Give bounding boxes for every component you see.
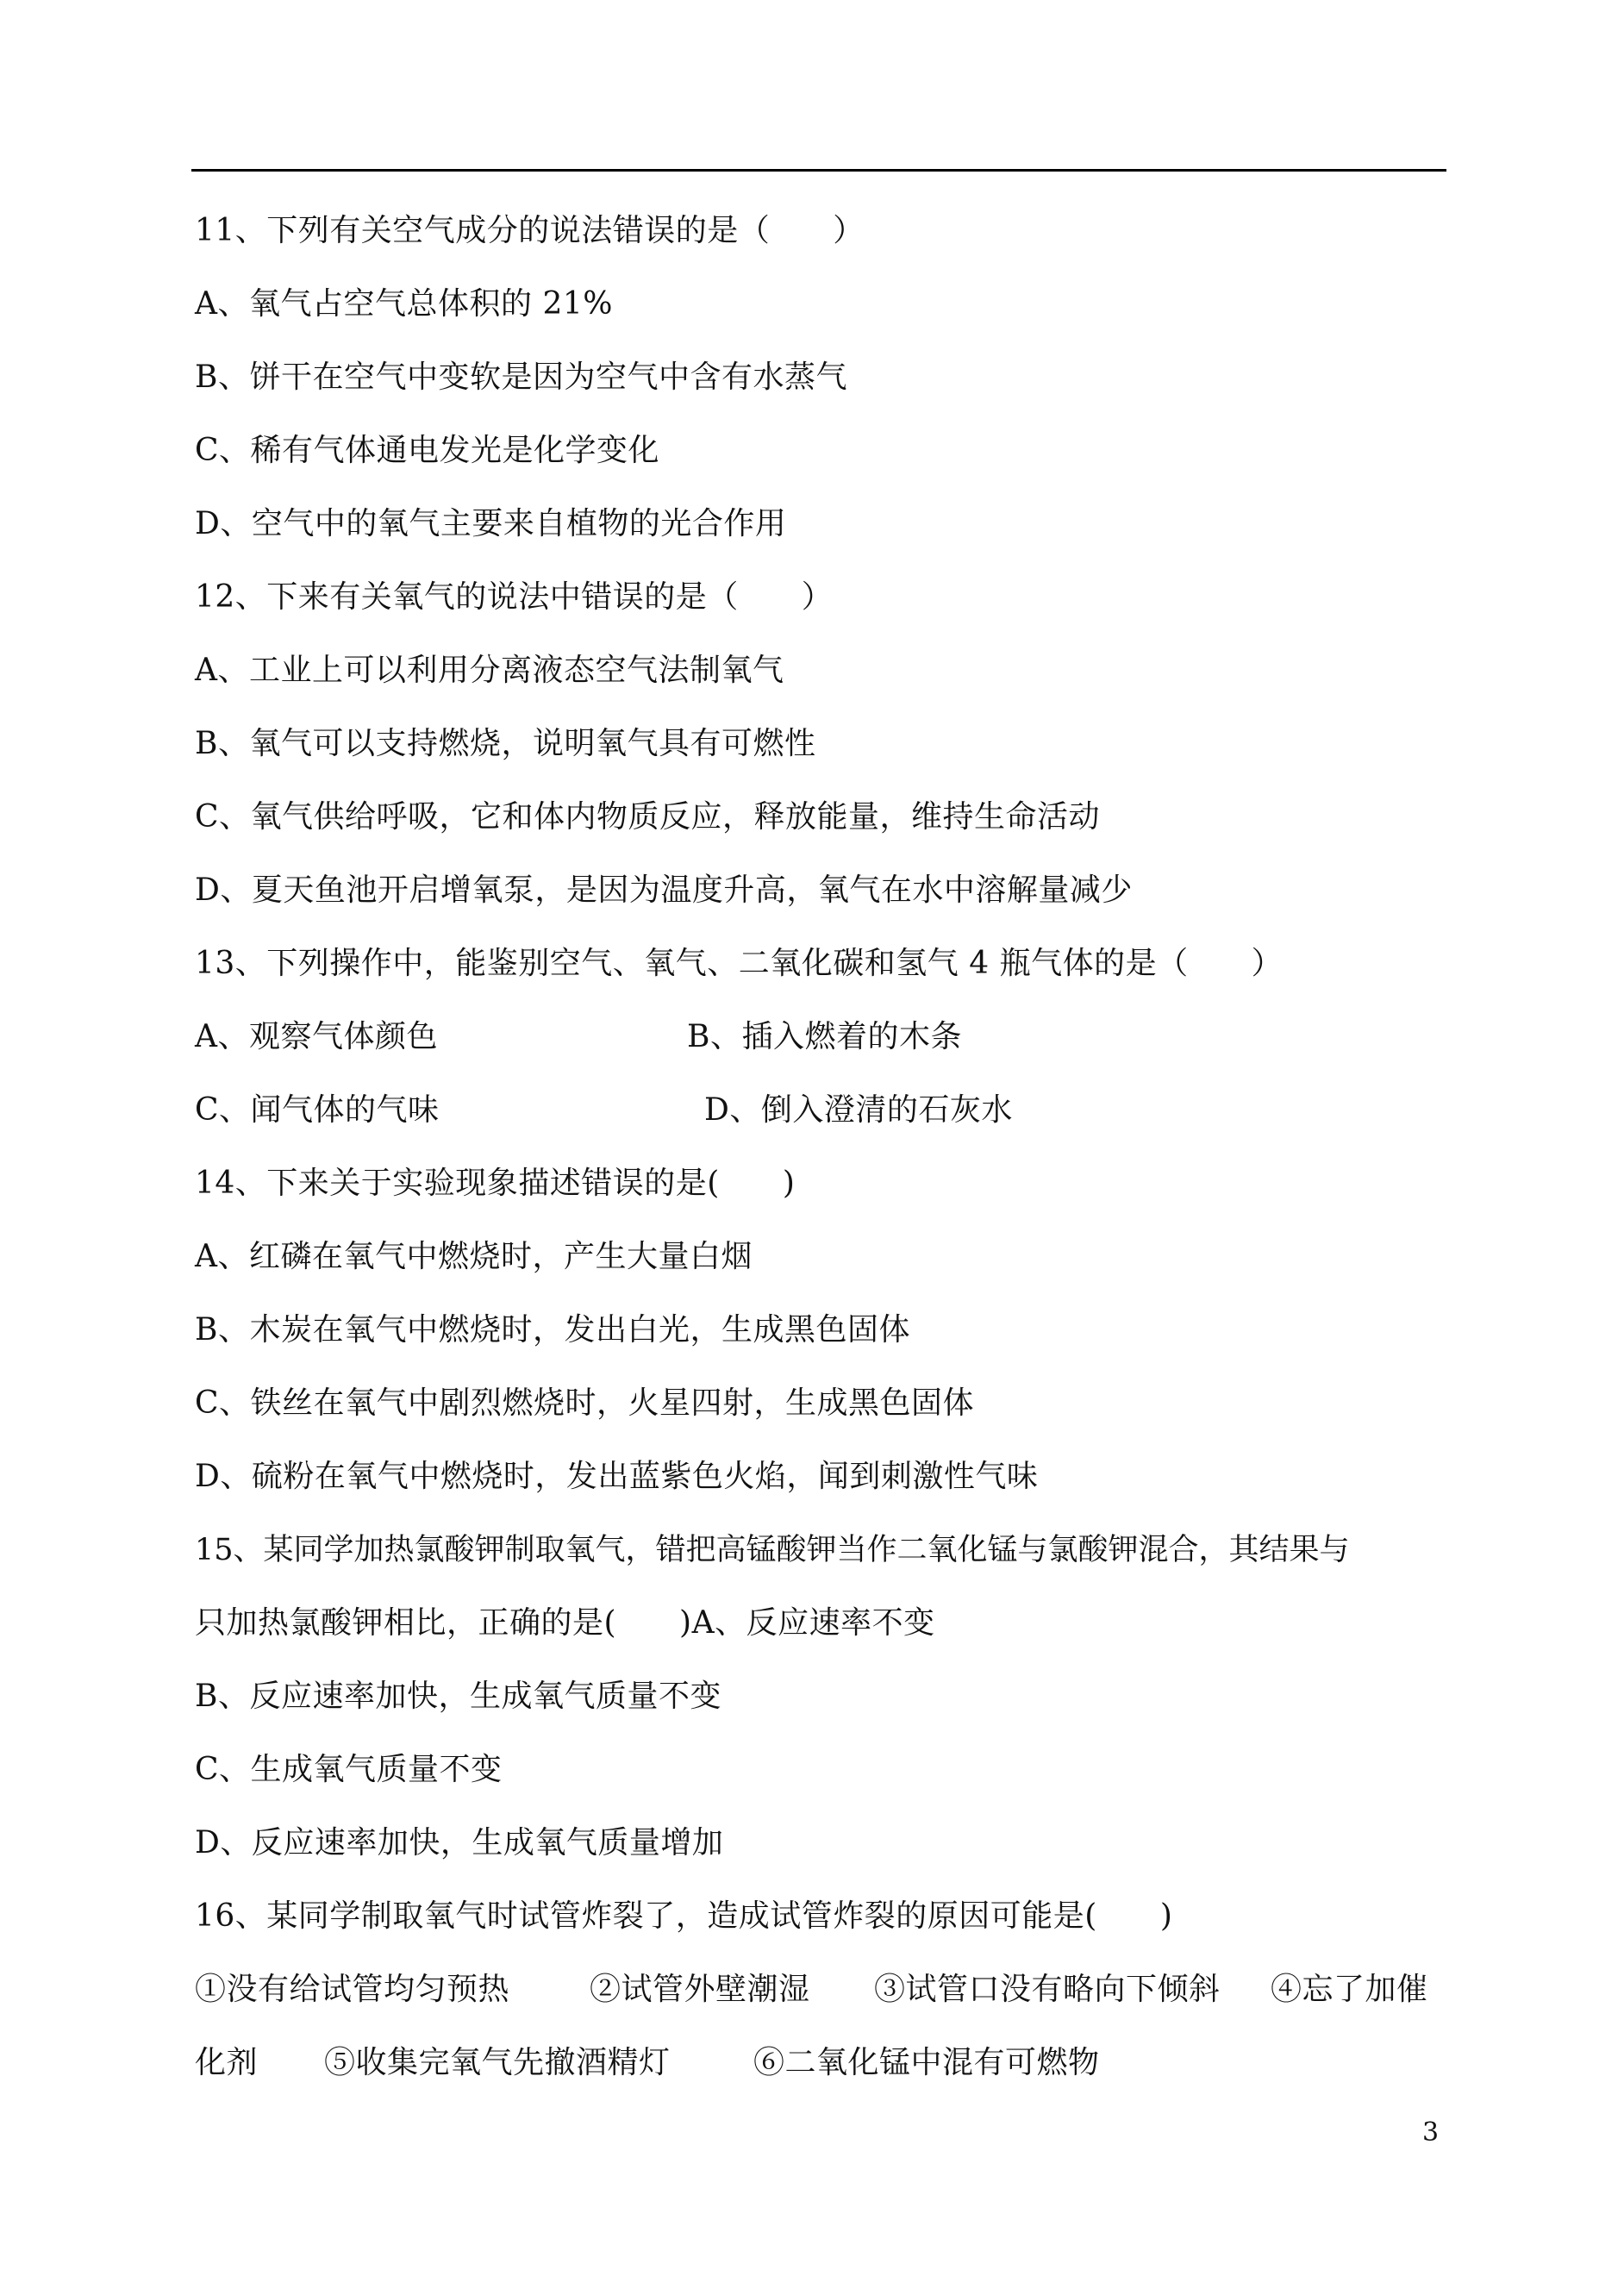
q15-stem-line1: 15、某同学加热氯酸钾制取氧气，错把高锰酸钾当作二氧化锰与氯酸钾混合，其结果与: [195, 1533, 1350, 1567]
q16-option-4: ④忘了加催: [1271, 1972, 1428, 2007]
q16-option-2: ②试管外壁潮湿: [590, 1972, 810, 2007]
q15-option-c: C、生成氧气质量不变: [195, 1752, 503, 1787]
q14-option-a: A、红磷在氧气中燃烧时，产生大量白烟: [195, 1239, 753, 1274]
header-rule: [191, 169, 1446, 172]
q15-option-d: D、反应速率加快，生成氧气质量增加: [195, 1825, 724, 1860]
q11-option-c: C、稀有气体通电发光是化学变化: [195, 433, 660, 468]
q13-option-b: B、插入燃着的木条: [687, 1019, 962, 1054]
q11-option-a: A、氧气占空气总体积的 21%: [195, 286, 613, 322]
q14-option-c: C、铁丝在氧气中剧烈燃烧时，火星四射，生成黑色固体: [195, 1385, 975, 1421]
q13-option-c: C、闻气体的气味: [195, 1092, 440, 1128]
q12-stem: 12、下来有关氧气的说法中错误的是（ ）: [195, 579, 834, 615]
q13-option-d: D、倒入澄清的石灰水: [704, 1092, 1013, 1128]
q12-option-a: A、工业上可以利用分离液态空气法制氧气: [195, 653, 784, 688]
q12-option-c: C、氧气供给呼吸，它和体内物质反应，释放能量，维持生命活动: [195, 799, 1101, 835]
q14-option-b: B、木炭在氧气中燃烧时，发出白光，生成黑色固体: [195, 1312, 910, 1348]
q16-option-1: ①没有给试管均匀预热: [195, 1972, 510, 2007]
q16-option-4-cont: 化剂: [195, 2045, 259, 2080]
q11-option-b: B、饼干在空气中变软是因为空气中含有水蒸气: [195, 360, 847, 395]
q16-option-6: ⑥二氧化锰中混有可燃物: [753, 2045, 1100, 2080]
page-number: 3: [1422, 2117, 1440, 2148]
q13-stem: 13、下列操作中，能鉴别空气、氧气、二氧化碳和氢气 4 瓶气体的是（ ）: [195, 946, 1284, 981]
q15-option-b: B、反应速率加快，生成氧气质量不变: [195, 1679, 721, 1714]
q16-option-3: ③试管口没有略向下倾斜: [874, 1972, 1221, 2007]
q16-stem: 16、某同学制取氧气时试管炸裂了，造成试管炸裂的原因可能是( ): [195, 1898, 1173, 1934]
q11-option-d: D、空气中的氧气主要来自植物的光合作用: [195, 506, 787, 541]
q14-stem: 14、下来关于实验现象描述错误的是( ): [195, 1166, 796, 1201]
q12-option-d: D、夏天鱼池开启增氧泵，是因为温度升高，氧气在水中溶解量减少: [195, 872, 1133, 908]
q12-option-b: B、氧气可以支持燃烧，说明氧气具有可燃性: [195, 726, 816, 761]
q15-stem-line2: 只加热氯酸钾相比，正确的是( )A、反应速率不变: [195, 1605, 935, 1641]
q14-option-d: D、硫粉在氧气中燃烧时，发出蓝紫色火焰，闻到刺激性气味: [195, 1459, 1039, 1494]
q11-stem: 11、下列有关空气成分的说法错误的是（ ）: [195, 213, 865, 248]
q13-option-a: A、观察气体颜色: [195, 1019, 438, 1054]
q16-option-5: ⑤收集完氧气先撤酒精灯: [324, 2045, 671, 2080]
